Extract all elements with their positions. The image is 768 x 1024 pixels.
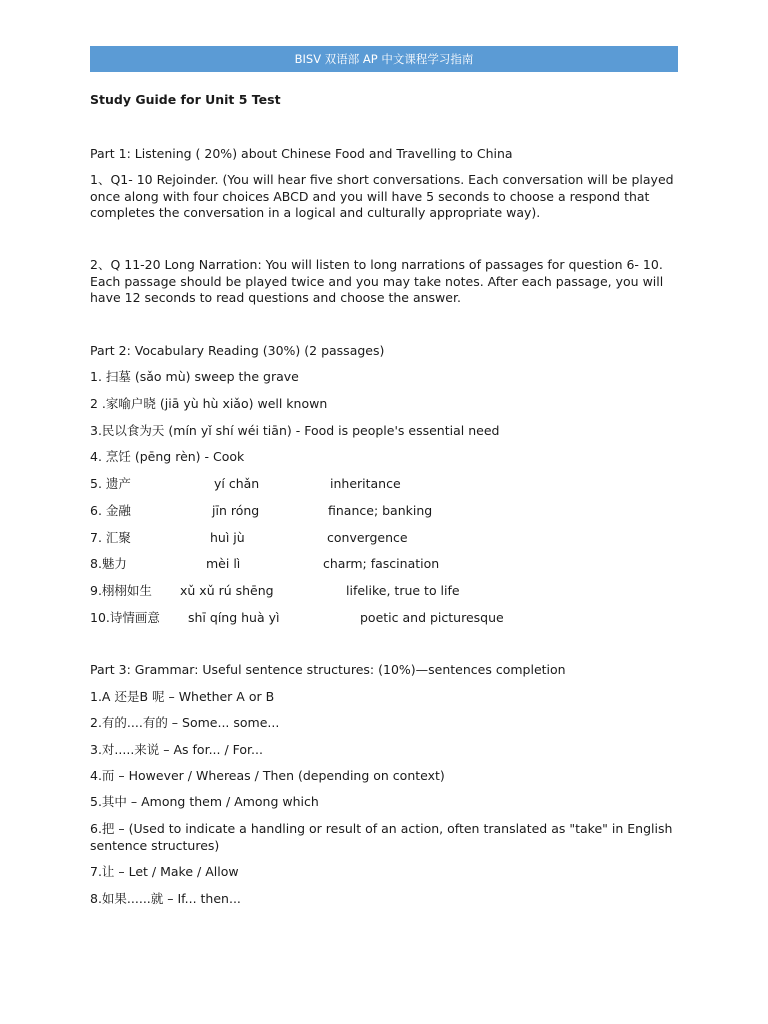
part1-item-2: 2、Q 11-20 Long Narration: You will listen to long narrations of passages for question 6- 10. Each passage should be played twice and you may take notes. After each passage, you will have 12 seconds to read questions and choose the answer. (90, 257, 664, 305)
vocab-item: 4. 烹饪 (pēng rèn) - Cook (90, 449, 245, 464)
part1-heading: Part 1: Listening ( 20%) about Chinese Food and Travelling to China (90, 146, 513, 161)
vocab-word: 6. 金融 (90, 503, 131, 518)
grammar-item: 2.有的....有的 – Some... some... (90, 715, 280, 730)
grammar-item: 4.而 – However / Whereas / Then (depending on context) (90, 768, 445, 783)
vocab-meaning: poetic and picturesque (360, 610, 504, 625)
header-banner: BISV 双语部 AP 中文课程学习指南 (90, 46, 678, 72)
vocab-pinyin: xǔ xǔ rú shēng (180, 583, 274, 598)
vocab-word: 8.魅力 (90, 556, 127, 571)
grammar-item: 8.如果......就 – If... then... (90, 891, 241, 906)
grammar-item: 5.其中 – Among them / Among which (90, 794, 319, 809)
vocab-word: 7. 汇聚 (90, 530, 131, 545)
grammar-item: 7.让 – Let / Make / Allow (90, 864, 239, 879)
vocab-item: 2 .家喻户晓 (jiā yù hù xiǎo) well known (90, 396, 328, 411)
vocab-item: 1. 扫墓 (sǎo mù) sweep the grave (90, 369, 299, 384)
vocab-word: 5. 遗产 (90, 476, 131, 491)
vocab-pinyin: mèi lì (206, 556, 241, 571)
vocab-pinyin: yí chǎn (214, 476, 260, 491)
vocab-meaning: convergence (327, 530, 408, 545)
grammar-item: 1.A 还是B 呢 – Whether A or B (90, 689, 275, 704)
grammar-item: 3.对.....来说 – As for... / For... (90, 742, 263, 757)
vocab-word: 10.诗情画意 (90, 610, 160, 625)
vocab-pinyin: jīn róng (212, 503, 260, 518)
vocab-word: 9.栩栩如生 (90, 583, 152, 598)
vocab-meaning: charm; fascination (323, 556, 440, 571)
vocab-meaning: lifelike, true to life (346, 583, 460, 598)
page-title: Study Guide for Unit 5 Test (90, 92, 281, 107)
grammar-item: 6.把 – (Used to indicate a handling or result of an action, often translated as "take" in English sentence structures) (90, 821, 673, 853)
vocab-pinyin: huì jù (210, 530, 245, 545)
part3-heading: Part 3: Grammar: Useful sentence structures: (10%)—sentences completion (90, 662, 566, 677)
vocab-item: 3.民以食为天 (mín yǐ shí wéi tiān) - Food is people's essential need (90, 423, 500, 438)
vocab-meaning: inheritance (330, 476, 401, 491)
part2-heading: Part 2: Vocabulary Reading (30%) (2 passages) (90, 343, 385, 358)
part1-item-1: 1、Q1- 10 Rejoinder. (You will hear five short conversations. Each conversation will be played once along with four choices ABCD and you will have 5 seconds to choose a respond that completes the conversation in a logical and culturally appropriate way). (90, 172, 674, 220)
vocab-pinyin: shī qíng huà yì (188, 610, 280, 625)
vocab-meaning: finance; banking (328, 503, 433, 518)
